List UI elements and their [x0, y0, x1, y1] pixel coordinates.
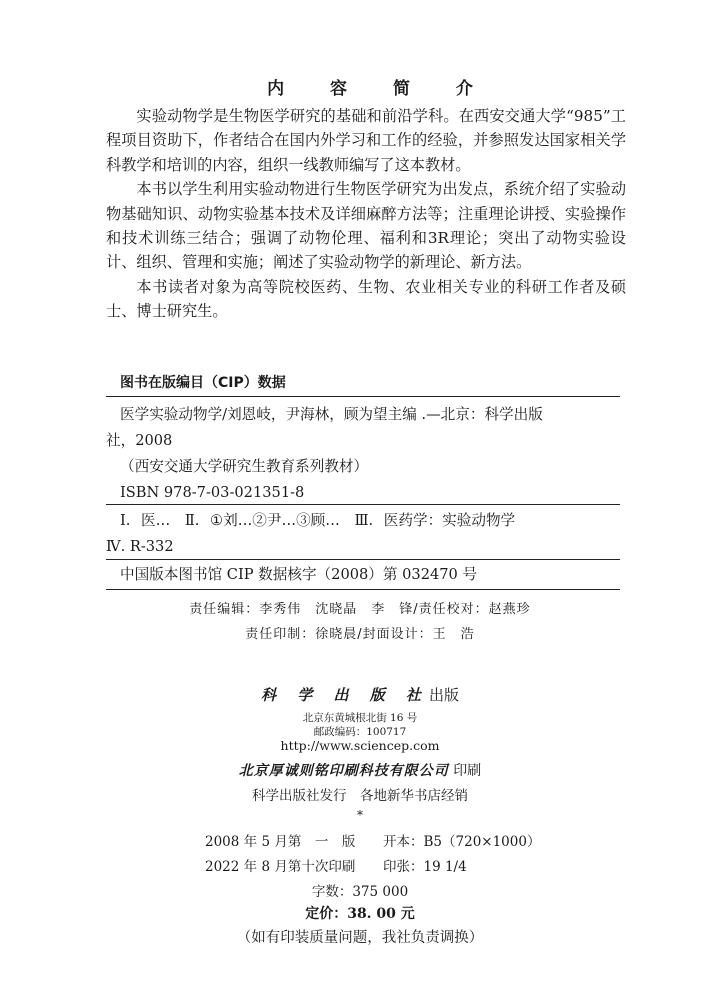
cip-mid-rule: [106, 504, 620, 505]
cip-class-line-1: Ⅰ. 医… Ⅱ. ①刘…②尹…③顾… Ⅲ. 医药学：实验动物学: [120, 512, 516, 529]
publisher-logo: 科 学 出 版 社: [261, 686, 429, 704]
publisher-line: [0, 684, 720, 705]
printer-line: [0, 760, 720, 780]
cip-bottom-rule: [106, 589, 620, 590]
first-edition: 2008 年 5 月第 一 版: [205, 834, 356, 850]
cip-heading: 图书在版编目（CIP）数据: [120, 375, 286, 391]
word-count: 字数：375 000: [311, 884, 409, 900]
intro-paragraph-3: 本书读者对象为高等院校医药、生物、农业相关专业的科研工作者及硕士、博士研究生。: [106, 277, 626, 321]
intro-paragraph-1: 实验动物学是生物医学研究的基础和前沿学科。在西安交通大学“985”工程项目资助下，作者结合在国内外学习和工作的经验，并参照发达国家相关学科教学和培训的内容，组织一线教师编写了这本教材。: [106, 107, 626, 174]
separator-star: *: [357, 808, 363, 822]
staff-print-design: 责任印制：徐晓晨/封面设计：王 浩: [245, 627, 475, 642]
cip-title-line-cont: 社，2008: [106, 432, 173, 449]
printer-suffix: 印刷: [453, 763, 482, 779]
cip-title-line: 医学实验动物学/刘恩岐，尹海林，顾为望主编 .—北京：科学出版: [120, 406, 543, 423]
intro-body: [106, 104, 626, 324]
publisher-suffix: 出版: [428, 686, 459, 704]
cip-class-line-2: Ⅳ. R-332: [106, 538, 174, 555]
quality-notice: （如有印装质量问题，我社负责调换）: [236, 930, 484, 946]
printer-logo: 北京厚诚则铭印刷科技有限公司: [238, 763, 449, 779]
publisher-zip: 邮政编码：100717: [313, 726, 407, 738]
cip-isbn: ISBN 978-7-03-021351-8: [120, 484, 305, 501]
book-format: 开本：B5（720×1000）: [383, 834, 541, 850]
intro-paragraph-2: 本书以学生利用实验动物进行生物医学研究为出发点，系统介绍了实验动物基础知识、动物实验基本技术及详细麻醉方法等；注重理论讲授、实验操作和技术训练三结合；强调了动物伦理、福利和3R理论；突出了动物实验设计、组织、管理和实施；阐述了实验动物学的新理论、新方法。: [106, 180, 626, 272]
publisher-url: http://www.sciencep.com: [280, 738, 440, 753]
staff-editors: 责任编辑：李秀伟 沈晓晶 李 锋/责任校对：赵燕珍: [189, 602, 531, 617]
printing-info: 2022 年 8 月第十次印刷: [205, 859, 356, 875]
cip-record: [106, 402, 620, 506]
cip-series: （西安交通大学研究生教育系列教材）: [120, 458, 369, 475]
cip-lower-rule: [106, 559, 620, 560]
cip-classification: [106, 508, 620, 560]
publisher-address: 北京东黄城根北街 16 号: [302, 712, 418, 724]
price: 定价：38. 00 元: [305, 906, 415, 922]
print-sheets: 印张：19 1/4: [383, 859, 467, 875]
cip-number: 中国版本图书馆 CIP 数据核字（2008）第 032470 号: [120, 566, 478, 583]
distribution-line: 科学出版社发行 各地新华书店经销: [252, 788, 468, 804]
cip-top-rule: [106, 396, 620, 397]
intro-title: 内 容 简 介: [267, 79, 493, 99]
